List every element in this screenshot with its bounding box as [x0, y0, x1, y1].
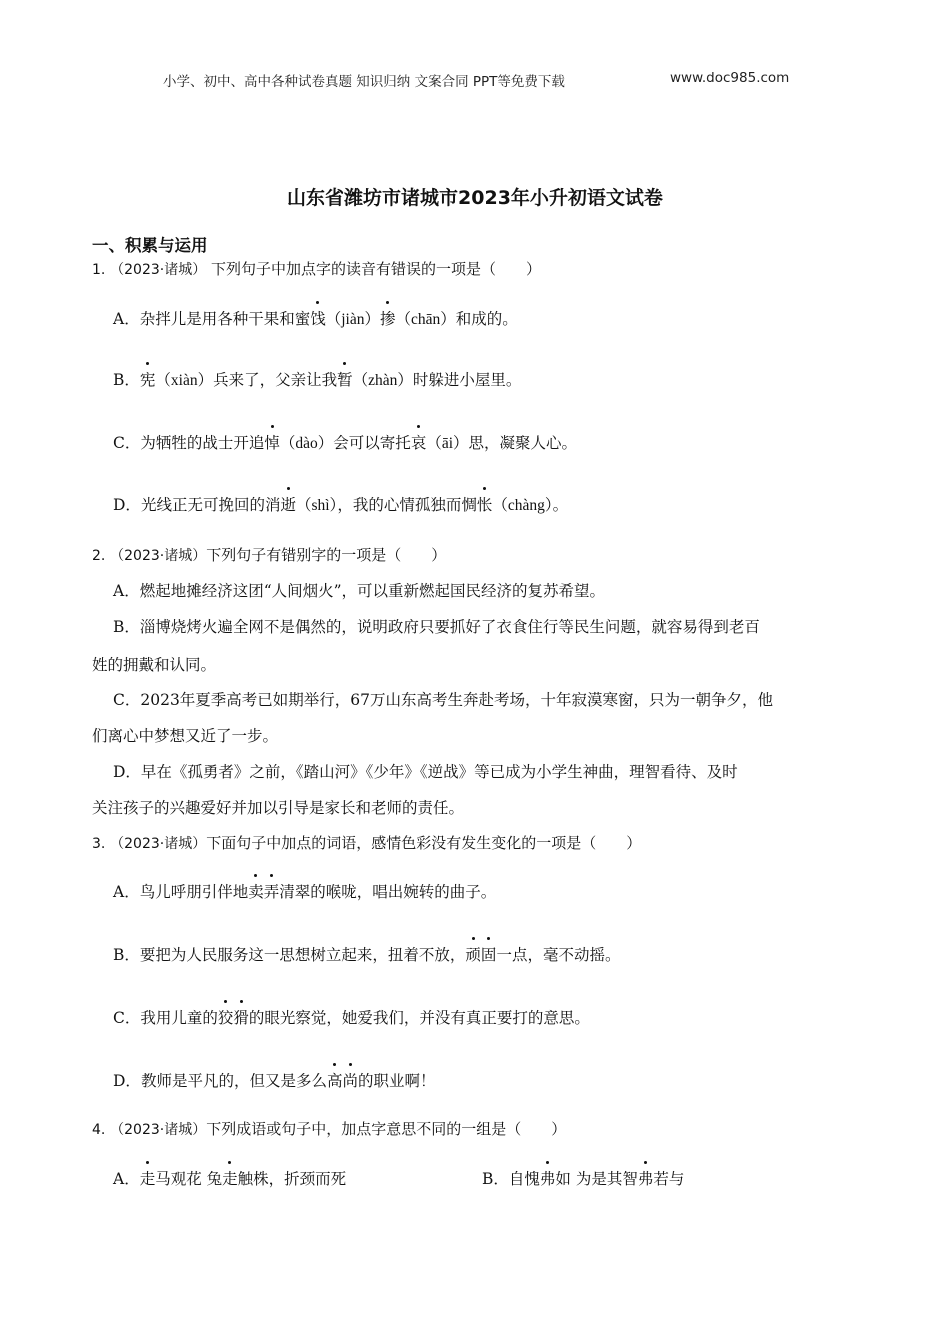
option-label: A．: [113, 310, 140, 328]
q2-option-b-cont: 姓的拥戴和认同。: [92, 656, 217, 674]
dotted-char: 固: [481, 943, 497, 965]
option-text: 为牺牲的战士开追: [140, 434, 265, 452]
dotted-char: 顽: [465, 943, 481, 965]
q2-option-c-cont: 们离心中梦想又近了一步。: [92, 727, 279, 745]
dotted-char: 弗: [638, 1167, 654, 1189]
q1-option-c[interactable]: [113, 431, 577, 453]
option-text: 自愧: [508, 1170, 540, 1188]
question-number: 1.: [92, 262, 106, 278]
question-stem: 下面句子中加点的词语，感情色彩没有发生变化的一项是（ ）: [206, 834, 642, 852]
dotted-char: 尚: [342, 1069, 358, 1091]
option-text: 。: [552, 496, 569, 514]
dotted-char: 掺: [380, 307, 396, 329]
dotted-char: 猾: [233, 1006, 249, 1028]
pinyin: （chàng）: [492, 497, 553, 514]
dotted-char: 悼: [264, 431, 280, 453]
option-text: 我用儿童的: [140, 1009, 218, 1027]
question-3: [92, 832, 641, 853]
q1-option-a[interactable]: [113, 307, 518, 329]
q2-option-a[interactable]: A．燃起地摊经济这团“人间烟火”，可以重新燃起国民经济的复苏希望。: [113, 582, 606, 600]
option-text: 若与: [653, 1170, 685, 1188]
section-heading: 一、积累与运用: [92, 236, 208, 255]
pinyin: （āi）: [426, 435, 469, 452]
option-text: 思，凝聚人心。: [468, 434, 578, 452]
question-source: （2023·诸城）: [110, 1122, 207, 1138]
header-text: 小学、初中、高中各种试卷真题 知识归纳 文案合同 PPT等免费下载: [163, 74, 565, 90]
question-stem: 下列句子有错别字的一项是（ ）: [206, 546, 447, 564]
pinyin: （xiàn）: [155, 372, 214, 389]
q2-option-d-cont: 关注孩子的兴趣爱好并加以引导是家长和老师的责任。: [92, 799, 465, 817]
q3-option-b[interactable]: [113, 943, 620, 965]
question-4: [92, 1118, 566, 1139]
option-label: C．: [113, 1009, 141, 1027]
option-label: B．: [113, 946, 140, 964]
pinyin: （chān）: [395, 311, 456, 328]
question-source: （2023·诸城）: [110, 548, 207, 564]
option-text: 时躲进小屋里。: [412, 371, 522, 389]
q3-option-c[interactable]: [113, 1006, 590, 1028]
option-text: 会可以寄托: [333, 434, 411, 452]
pinyin: （jiàn）: [325, 311, 380, 328]
dotted-char: 哀: [411, 431, 427, 453]
option-text: 杂拌儿是用各种干果和蜜: [139, 310, 311, 328]
dotted-char: 弗: [540, 1167, 556, 1189]
q3-option-d[interactable]: [113, 1069, 436, 1091]
q4-option-a[interactable]: [113, 1167, 346, 1189]
option-text: ，我的心情孤独而惆: [337, 496, 477, 514]
dotted-char: 走: [222, 1167, 238, 1189]
dotted-char: 走: [140, 1167, 156, 1189]
q4-option-b[interactable]: [482, 1167, 684, 1189]
option-label: C．: [113, 434, 141, 452]
option-label: A．: [113, 883, 140, 901]
option-text: 的职业啊！: [357, 1072, 436, 1090]
question-source: （2023·诸城）: [110, 836, 207, 852]
pinyin: （dào）: [279, 435, 334, 452]
question-source: （2023·诸城）: [110, 262, 207, 278]
q2-option-b[interactable]: B．淄博烧烤火遍全网不是偶然的，说明政府只要抓好了衣食住行等民生问题，就容易得到老百: [113, 618, 760, 636]
question-number: 2.: [92, 548, 106, 564]
option-text: 如 为是其智: [555, 1170, 638, 1188]
question-number: 3.: [92, 836, 106, 852]
option-label: B．: [113, 371, 140, 389]
q2-option-c[interactable]: C．2023年夏季高考已如期举行，67万山东高考生奔赴考场，十年寂漠寒窗，只为一朝争夕，他: [113, 691, 774, 709]
option-text: 一点，毫不动摇。: [496, 946, 621, 964]
q1-option-d[interactable]: [113, 493, 568, 515]
dotted-char: 高: [327, 1069, 343, 1091]
q3-option-a[interactable]: [113, 880, 496, 902]
dotted-char: 宪: [140, 368, 156, 390]
pinyin: （zhàn）: [352, 372, 413, 389]
q1-option-b[interactable]: [113, 368, 521, 390]
dotted-char: 逝: [280, 493, 296, 515]
option-text: 触株，折颈而死: [237, 1170, 347, 1188]
question-2: [92, 544, 446, 565]
option-text: 要把为人民服务这一思想树立起来，扭着不放，: [139, 946, 466, 964]
option-text: 兵来了，父亲让我: [213, 371, 338, 389]
option-label: D．: [113, 496, 141, 514]
dotted-char: 暂: [337, 368, 353, 390]
question-stem: 下列句子中加点字的读音有错误的一项是（ ）: [211, 260, 542, 278]
dotted-char: 卖: [248, 880, 264, 902]
header-url[interactable]: www.doc985.com: [670, 70, 790, 86]
option-text: 清翠的喉咙，唱出婉转的曲子。: [279, 883, 497, 901]
question-stem: 下列成语或句子中，加点字意思不同的一组是（ ）: [206, 1120, 567, 1138]
page-title: 山东省潍坊市诸城市2023年小升初语文试卷: [287, 187, 663, 209]
option-label: B．: [482, 1170, 509, 1188]
question-number: 4.: [92, 1122, 106, 1138]
option-text: 马观花 兔: [155, 1170, 223, 1188]
dotted-char: 怅: [477, 493, 493, 515]
q2-option-d[interactable]: D．早在《孤勇者》之前，《踏山河》《少年》《逆战》等已成为小学生神曲，理智看待、及时: [113, 763, 738, 781]
dotted-char: 狡: [218, 1006, 234, 1028]
option-label: A．: [113, 1170, 140, 1188]
option-text: 鸟儿呼朋引伴地: [139, 883, 249, 901]
dotted-char: 弄: [264, 880, 280, 902]
dotted-char: 饯: [310, 307, 326, 329]
option-text: 的眼光察觉，她爱我们，并没有真正要打的意思。: [248, 1009, 590, 1027]
question-1: [92, 258, 541, 279]
option-text: 教师是平凡的，但又是多么: [140, 1072, 327, 1090]
option-text: 光线正无可挽回的消: [140, 496, 281, 514]
pinyin: （shì）: [295, 497, 338, 514]
option-text: 和成的。: [455, 310, 518, 328]
option-label: D．: [113, 1072, 141, 1090]
